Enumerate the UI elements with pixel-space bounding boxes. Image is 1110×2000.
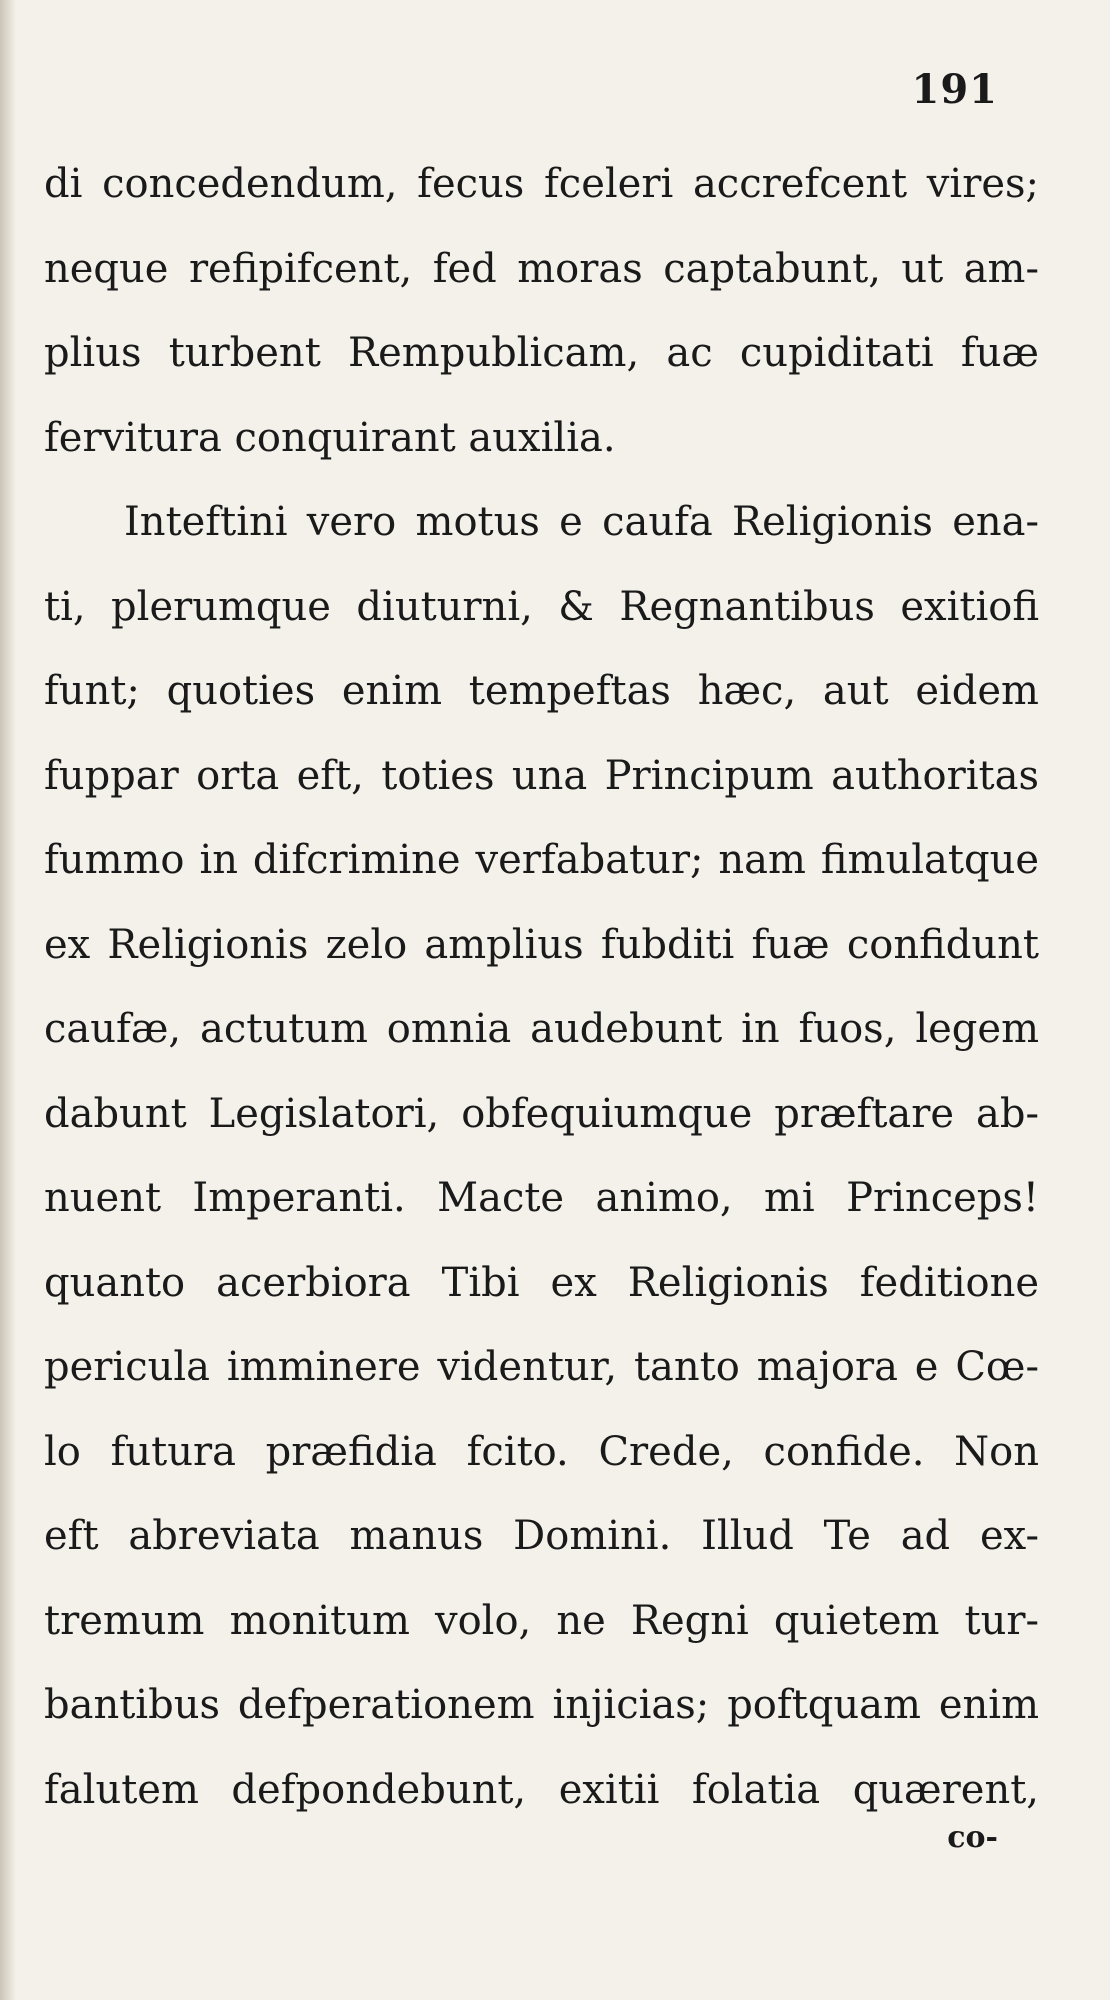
text-line: lo futura præfidia fcito. Crede, confide. Non [44,1428,1039,1475]
text-line: pericula imminere videntur, tanto majora e Cœ- [44,1344,1039,1390]
body-text [44,142,1039,1832]
text-line: dabunt Legislatori, obfequiumque præftare ab- [44,1090,1039,1137]
text-line: neque refipifcent, fed moras captabunt, ut am- [44,245,1039,292]
text-line: Inteftini vero motus e caufa Religionis ena- [124,499,1039,545]
text-line: fuppar orta eft, toties una Principum authoritas [44,752,1039,799]
text-line: falutem defpondebunt, exitii folatia quærent, [44,1766,1039,1813]
text-line: fervitura conquirant auxilia. [44,414,616,461]
text-line: eft abreviata manus Domini. Illud Te ad ex- [44,1513,1039,1559]
text-line: ex Religionis zelo amplius fubditi fuæ confidunt [44,921,1039,968]
text-line: plius turbent Rempublicam, ac cupiditati fuæ [44,330,1039,376]
text-line: caufæ, actutum omnia audebunt in fuos, legem [44,1006,1039,1052]
text-line: nuent Imperanti. Macte animo, mi Princeps! [44,1175,1039,1221]
text-line: quanto acerbiora Tibi ex Religionis feditione [44,1259,1039,1306]
text-line: ti, plerumque diuturni, & Regnantibus exitiofi [44,583,1039,630]
text-line: tremum monitum volo, ne Regni quietem tur- [44,1597,1039,1644]
page-gutter-shadow [0,0,16,2000]
text-line: fummo in difcrimine verfabatur; nam fimulatque [44,837,1039,883]
page-number: 191 [911,66,998,113]
text-line: funt; quoties enim tempeftas hæc, aut eidem [44,668,1039,714]
text-line: di concedendum, fecus fceleri accrefcent vires; [44,161,1039,207]
text-line: bantibus defperationem injicias; poftquam enim [44,1682,1039,1728]
catchword: co- [947,1820,998,1855]
